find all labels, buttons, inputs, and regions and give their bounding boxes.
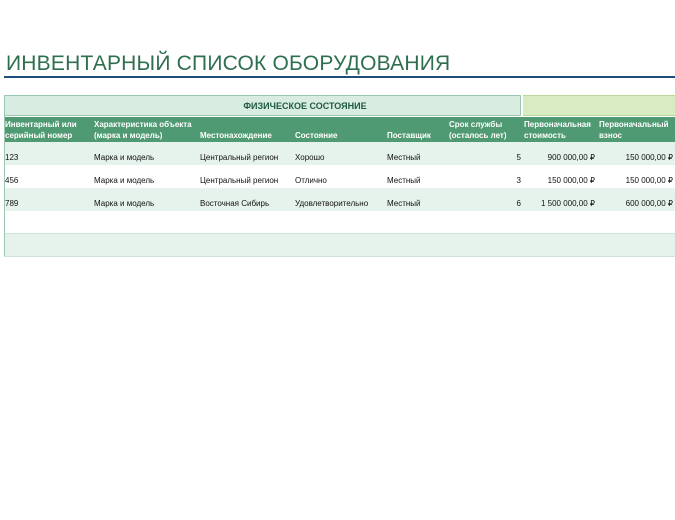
- cell-payment[interactable]: 150 000,00 ₽: [625, 176, 673, 185]
- cell-condition[interactable]: Хорошо: [295, 153, 325, 162]
- cell-supplier[interactable]: Местный: [387, 153, 421, 162]
- table-row[interactable]: [4, 188, 675, 211]
- group-header-physical-condition[interactable]: ФИЗИЧЕСКОЕ СОСТОЯНИЕ: [4, 95, 521, 116]
- title-underline: [4, 76, 675, 78]
- cell-location[interactable]: Центральный регион: [200, 176, 279, 185]
- table-row[interactable]: [4, 142, 675, 165]
- cell-id[interactable]: 789: [5, 199, 19, 208]
- col-header-inventory-number[interactable]: Инвентарный или серийный номер: [5, 120, 77, 140]
- col-header-location[interactable]: Местонахождение: [200, 131, 272, 140]
- cell-location[interactable]: Центральный регион: [200, 153, 279, 162]
- cell-supplier[interactable]: Местный: [387, 199, 421, 208]
- col-header-condition[interactable]: Состояние: [295, 131, 338, 140]
- col-header-down-payment[interactable]: Первоначальный взнос: [599, 120, 669, 140]
- col-header-service-life[interactable]: Срок службы (осталось лет): [449, 120, 507, 140]
- cell-supplier[interactable]: Местный: [387, 176, 421, 185]
- inventory-table: [4, 117, 675, 257]
- cell-cost[interactable]: 900 000,00 ₽: [547, 153, 595, 162]
- cell-model[interactable]: Марка и модель: [94, 153, 155, 162]
- table-row-empty[interactable]: [4, 234, 675, 257]
- cell-life[interactable]: 3: [516, 176, 521, 185]
- cell-id[interactable]: 123: [5, 153, 19, 162]
- cell-life[interactable]: 6: [516, 199, 521, 208]
- cell-cost[interactable]: 150 000,00 ₽: [547, 176, 595, 185]
- cell-id[interactable]: 456: [5, 176, 19, 185]
- table-row-empty[interactable]: [4, 211, 675, 234]
- cell-payment[interactable]: 150 000,00 ₽: [625, 153, 673, 162]
- cell-model[interactable]: Марка и модель: [94, 176, 155, 185]
- cell-payment[interactable]: 600 000,00 ₽: [625, 199, 673, 208]
- cell-cost[interactable]: 1 500 000,00 ₽: [540, 199, 595, 208]
- group-header-financial[interactable]: [523, 95, 675, 116]
- cell-life[interactable]: 5: [516, 153, 521, 162]
- cell-model[interactable]: Марка и модель: [94, 199, 155, 208]
- cell-condition[interactable]: Отлично: [295, 176, 327, 185]
- col-header-supplier[interactable]: Поставщик: [387, 131, 431, 140]
- group-header-row: [4, 95, 675, 117]
- table-row[interactable]: [4, 165, 675, 188]
- page-title: ИНВЕНТАРНЫЙ СПИСОК ОБОРУДОВАНИЯ: [6, 52, 451, 75]
- col-header-characteristic[interactable]: Характеристика объекта (марка и модель): [94, 120, 192, 140]
- cell-condition[interactable]: Удовлетворительно: [295, 199, 369, 208]
- cell-location[interactable]: Восточная Сибирь: [200, 199, 270, 208]
- table-header-row: [4, 117, 675, 142]
- col-header-initial-cost[interactable]: Первоначальная стоимость: [524, 120, 591, 140]
- table-left-border: [4, 95, 5, 256]
